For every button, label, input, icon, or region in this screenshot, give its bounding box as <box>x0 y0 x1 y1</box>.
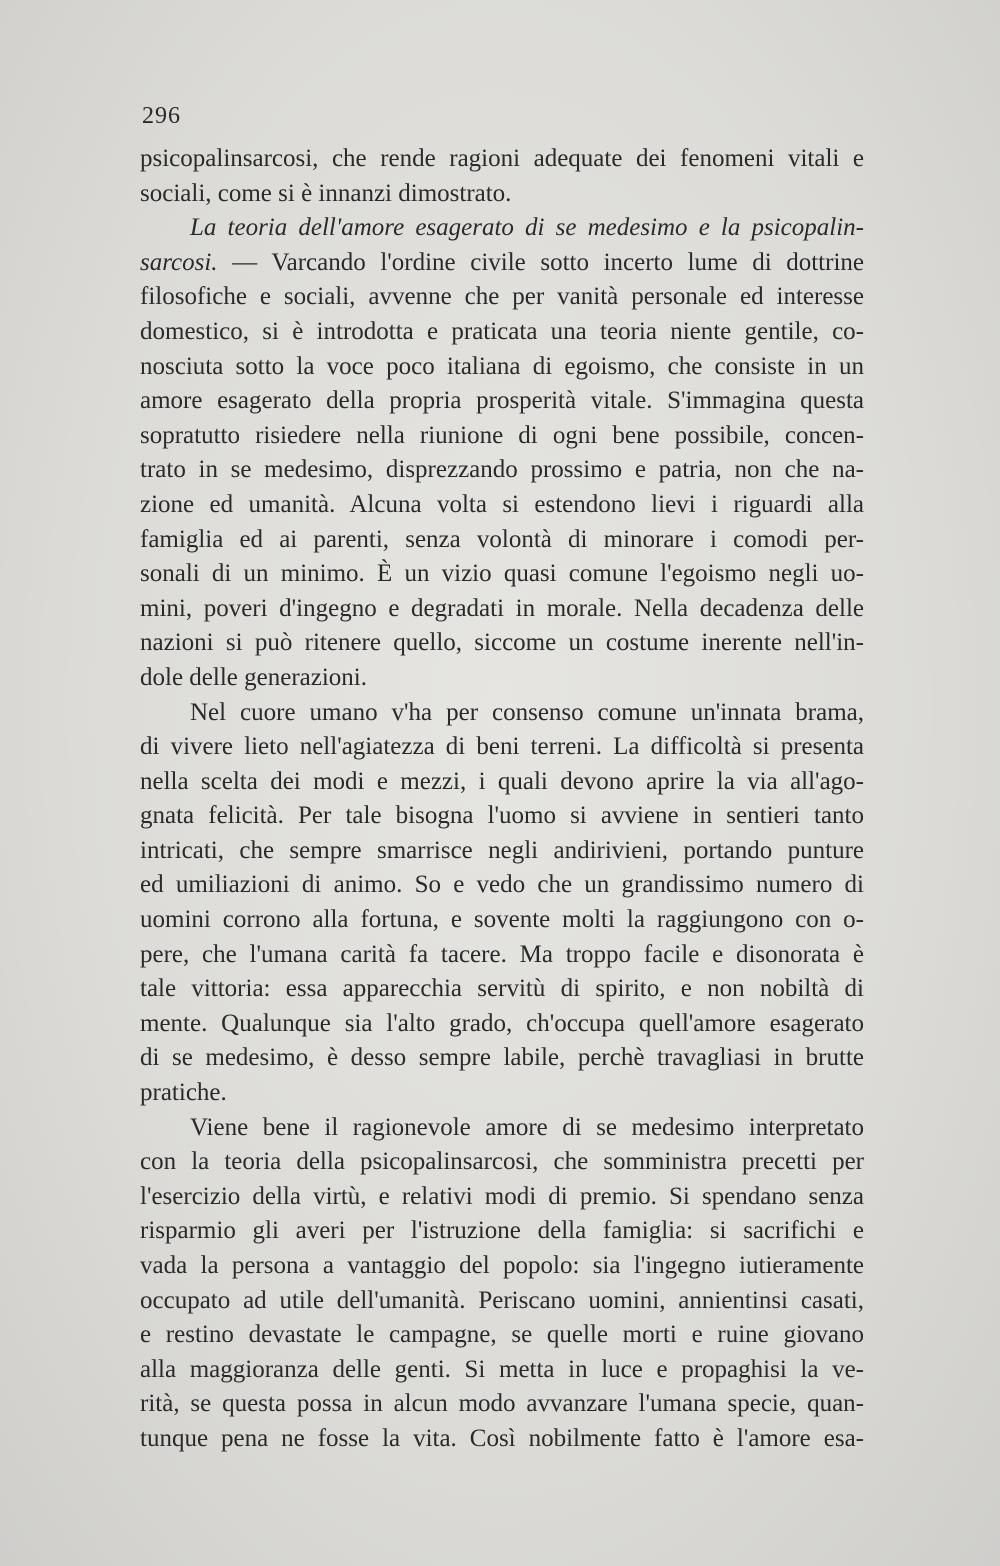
text-line: zione ed umanità. Alcuna volta si estendono lievi i riguardi alla <box>140 490 864 518</box>
text-line: nosciuta sotto la voce poco italiana di egoismo, che consiste in un <box>140 352 864 380</box>
text-line <box>140 246 864 281</box>
text-line: occupato ad utile dell'umanità. Periscano uomini, annientinsi casati, <box>140 1286 864 1314</box>
body-text <box>140 142 864 1457</box>
text-line: intricati, che sempre smarrisce negli andirivieni, portando punture <box>140 836 864 864</box>
section-heading-end: sarcosi. <box>140 248 218 276</box>
text-line: l'esercizio della virtù, e relativi modi di premio. Si spendano senza <box>140 1182 864 1210</box>
text-line: mente. Qualunque sia l'alto grado, ch'occupa quell'amore esagerato <box>140 1009 864 1037</box>
text-line: ed umiliazioni di animo. So e vedo che un grandissimo numero di <box>140 871 864 899</box>
text-line-rest: — Varcando l'ordine civile sotto incerto lume di dottrine <box>217 248 864 276</box>
text-line: psicopalinsarcosi, che rende ragioni adequate dei fenomeni vitali e <box>140 145 864 172</box>
page-number: 296 <box>142 103 181 129</box>
text-line: di se medesimo, è desso sempre labile, perchè travagliasi in brutte <box>140 1044 864 1072</box>
text-line: sonali di un minimo. È un vizio quasi comune l'egoismo negli uo- <box>140 560 864 588</box>
text-line: trato in se medesimo, disprezzando prossimo e patria, non che na- <box>140 456 864 484</box>
text-line: uomini corrono alla fortuna, e sovente molti la raggiungono con o- <box>140 906 864 934</box>
paragraph-first-line: Viene bene il ragionevole amore di se medesimo interpretato <box>190 1113 864 1141</box>
text-line: alla maggioranza delle genti. Si metta in luce e propaghisi la ve- <box>140 1355 864 1383</box>
paragraph-first-line: Nel cuore umano v'ha per consenso comune un'innata brama, <box>190 698 864 726</box>
text-line: sopratutto risiedere nella riunione di ogni bene possibile, concen- <box>140 421 864 449</box>
text-line: vada la persona a vantaggio del popolo: sia l'ingegno iutieramente <box>140 1252 864 1279</box>
text-line: risparmio gli averi per l'istruzione della famiglia: si sacrifichi e <box>140 1217 864 1245</box>
text-line: mini, poveri d'ingegno e degradati in morale. Nella decadenza delle <box>140 594 864 622</box>
text-line: pratiche. <box>140 1079 227 1107</box>
text-line: domestico, si è introdotta e praticata una teoria niente gentile, co- <box>140 317 864 345</box>
text-line: nella scelta dei modi e mezzi, i quali devono aprire la via all'ago- <box>140 767 864 795</box>
text-line: filosofiche e sociali, avvenne che per vanità personale ed interesse <box>140 283 864 311</box>
section-heading-line: La teoria dell'amore esagerato di se medesimo e la psicopalin- <box>190 214 864 242</box>
text-line: rità, se questa possa in alcun modo avvanzare l'umana specie, quan- <box>140 1390 864 1418</box>
text-line: e restino devastate le campagne, se quelle morti e ruine giovano <box>140 1321 864 1349</box>
text-line: famiglia ed ai parenti, senza volontà di minorare i comodi per- <box>140 525 864 553</box>
text-line: dole delle generazioni. <box>140 663 367 691</box>
text-line: con la teoria della psicopalinsarcosi, che somministra precetti per <box>140 1148 864 1176</box>
text-line: gnata felicità. Per tale bisogna l'uomo si avviene in sentieri tanto <box>140 802 864 830</box>
text-line: sociali, come si è innanzi dimostrato. <box>140 179 512 207</box>
text-line: tunque pena ne fosse la vita. Così nobilmente fatto è l'amore esa- <box>140 1424 864 1452</box>
text-line: amore esagerato della propria prosperità vitale. S'immagina questa <box>140 387 864 415</box>
text-line: tale vittoria: essa apparecchia servitù di spirito, e non nobiltà di <box>140 975 864 1003</box>
text-line: nazioni si può ritenere quello, siccome un costume inerente nell'in- <box>140 629 864 657</box>
text-line: di vivere lieto nell'agiatezza di beni terreni. La difficoltà si presenta <box>140 733 864 761</box>
text-line: pere, che l'umana carità fa tacere. Ma troppo facile e disonorata è <box>140 940 864 968</box>
